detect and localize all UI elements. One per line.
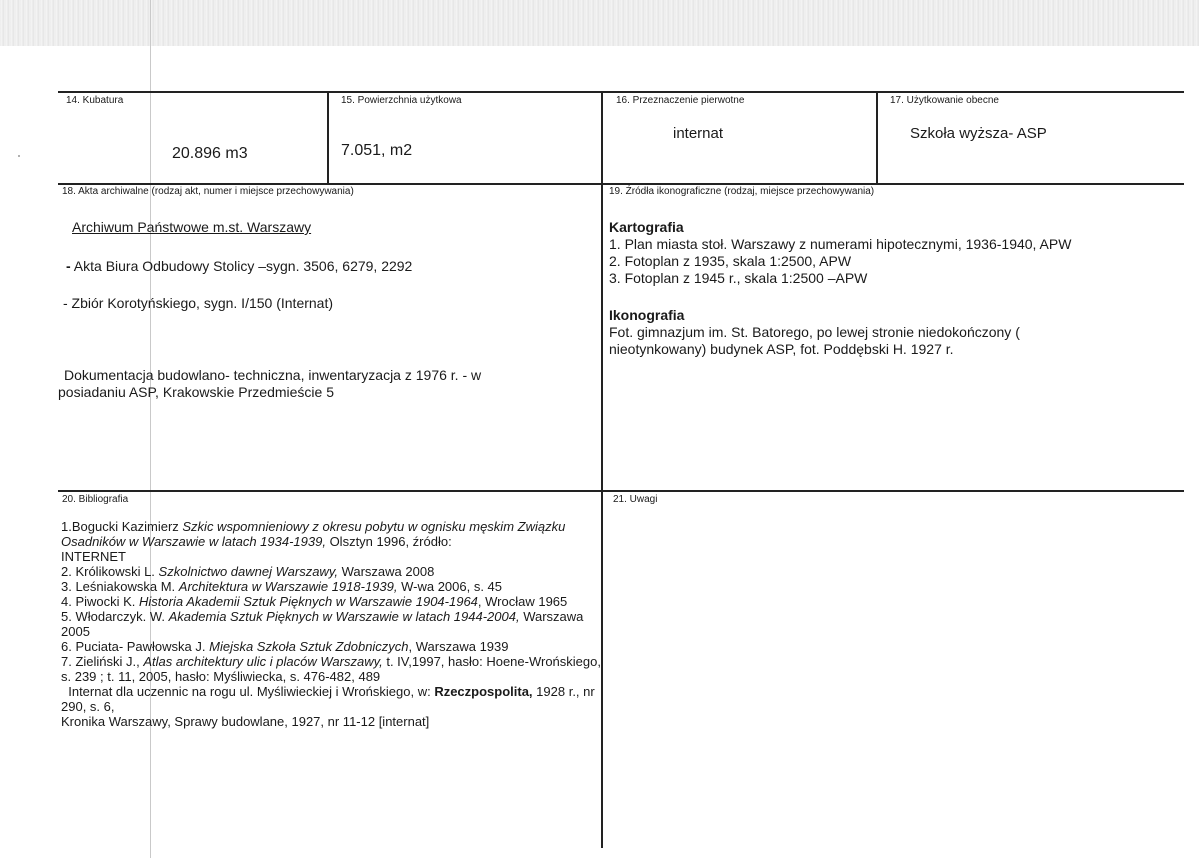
bib-entry-1-cont: INTERNET [61, 549, 126, 564]
rule-col-a [327, 91, 329, 185]
f19-kartografia-1: 1. Plan miasta stoł. Warszawy z numerami hipotecznymi, 1936-1940, APW [609, 236, 1072, 252]
rule-row1-bottom [58, 183, 1184, 185]
bib-entry-9: Kronika Warszawy, Sprawy budowlane, 1927, nr 11-12 [internat] [61, 714, 430, 729]
f18-item1 [66, 258, 412, 274]
f21-label: 21. Uwagi [613, 494, 658, 505]
rule-col-b [876, 91, 878, 185]
bib-entry-5: 5. Włodarczyk. W. Akademia Sztuk Pięknych w Warszawie w latach 1944-2004, Warszawa 2005 [61, 609, 584, 639]
f18-label: 18. Akta archiwalne (rodzaj akt, numer i miejsce przechowywania) [62, 186, 354, 197]
f16-value: internat [673, 125, 724, 142]
f18-item1-bullet: - [66, 258, 71, 274]
scan-band [0, 0, 1199, 46]
bib-entry-2: 2. Królikowski L. Szkolnictwo dawnej Warszawy, Warszawa 2008 [61, 564, 435, 579]
bib-entry-3: 3. Leśniakowska M. Architektura w Warszawie 1918-1939, W-wa 2006, s. 45 [61, 579, 503, 594]
bibliography-list [61, 519, 601, 729]
f16-label: 16. Przeznaczenie pierwotne [616, 95, 745, 106]
f20-label: 20. Bibliografia [62, 494, 129, 505]
f19-ikonografia-heading: Ikonografia [609, 307, 685, 323]
f19-label: 19. Źródła ikonograficzne (rodzaj, miejsce przechowywania) [609, 186, 875, 197]
rule-row2-bottom [58, 490, 1184, 492]
f18-archive-name: Archiwum Państwowe m.st. Warszawy [72, 219, 312, 235]
f15-value: 7.051, m2 [341, 142, 413, 159]
f18-doc-line2: posiadaniu ASP, Krakowskie Przedmieście 5 [58, 384, 335, 400]
f14-label: 14. Kubatura [66, 95, 124, 106]
f18-item1-text: Akta Biura Odbudowy Stolicy –sygn. 3506, 6279, 2292 [73, 258, 413, 274]
f17-value: Szkoła wyższa- ASP [910, 125, 1047, 142]
f19-kartografia-2: 2. Fotoplan z 1935, skala 1:2500, APW [609, 253, 852, 269]
f19-ikonografia-line2: nieotynkowany) budynek ASP, fot. Poddębski H. 1927 r. [609, 341, 954, 357]
f15-label: 15. Powierzchnia użytkowa [341, 95, 462, 106]
bib-entry-4: 4. Piwocki K. Historia Akademii Sztuk Pięknych w Warszawie 1904-1964, Wrocław 1965 [61, 594, 568, 609]
rule-col-mid [601, 91, 603, 848]
f19-kartografia-3: 3. Fotoplan z 1945 r., skala 1:2500 –APW [609, 270, 868, 286]
f19-ikonografia-line1: Fot. gimnazjum im. St. Batorego, po lewej stronie niedokończony ( [609, 324, 1020, 340]
fold-line [150, 0, 151, 858]
rule-top [58, 91, 1184, 93]
f18-doc-line1: Dokumentacja budowlano- techniczna, inwentaryzacja z 1976 r. - w [64, 367, 482, 383]
bib-entry-8: Internat dla uczennic na rogu ul. Myśliwieckiej i Wrońskiego, w: Rzeczpospolita, 1928 r., nr 290, s. 6, [61, 684, 595, 714]
bib-entry-7: 7. Zieliński J., Atlas architektury ulic i placów Warszawy, t. IV,1997, hasło: Hoene-Wrońskiego, s. 239 ; t. 11, 2005, hasło: Myśliwiecka, s. 476-482, 489 [61, 654, 601, 684]
bib-entry-1: 1.Bogucki Kazimierz Szkic wspomnieniowy z okresu pobytu w ognisku męskim Związku Osadników w Warszawie w latach 1934-1939, Olsztyn 1996, źródło: [61, 519, 566, 549]
f18-item2: - Zbiór Korotyńskiego, sygn. I/150 (Internat) [63, 295, 334, 311]
f19-kartografia-heading: Kartografia [609, 219, 684, 235]
bib-entry-6: 6. Puciata- Pawłowska J. Miejska Szkoła Sztuk Zdobniczych, Warszawa 1939 [61, 639, 509, 654]
scan-speck [18, 155, 20, 157]
f17-label: 17. Użytkowanie obecne [890, 95, 999, 106]
f14-value: 20.896 m3 [172, 145, 248, 162]
